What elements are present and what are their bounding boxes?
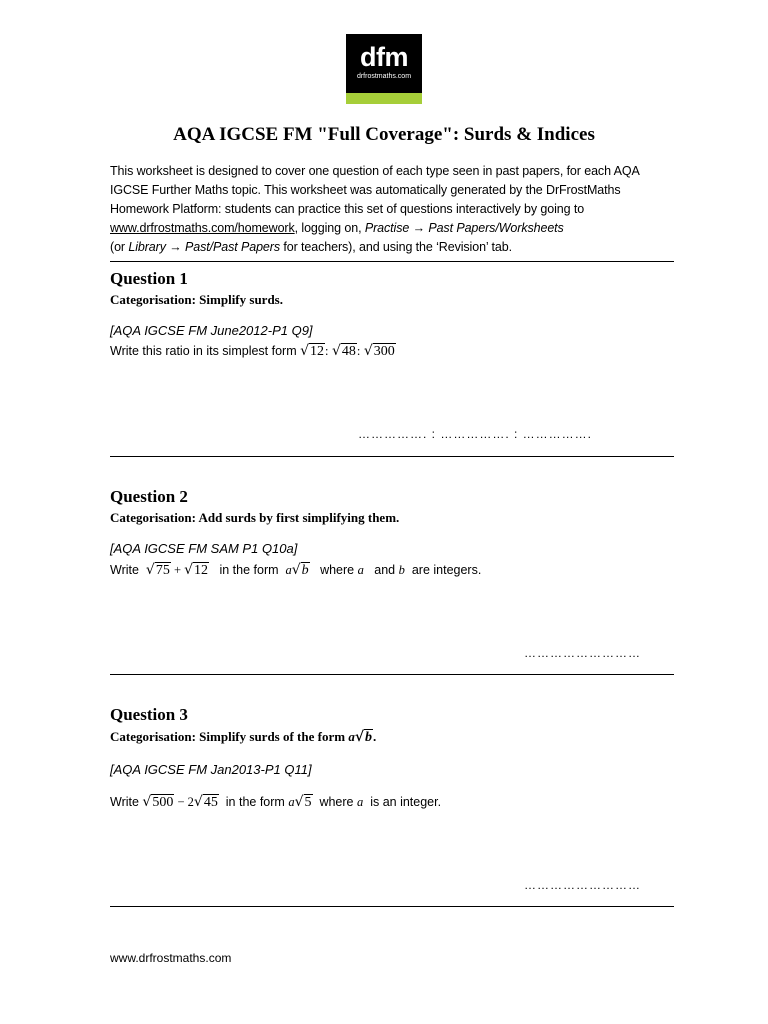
q3-answer-space[interactable]: ……………………… <box>524 878 641 892</box>
page-title: AQA IGCSE FM "Full Coverage": Surds & Indices <box>173 124 595 145</box>
q3-source: [AQA IGCSE FM Jan2013-P1 Q11] <box>110 762 312 777</box>
intro-text-1: This worksheet is designed to cover one question of each type seen in past papers, for each AQA IGCSE Further Maths topic. This worksheet was automatically generated by the DrFrostMaths Homework Platform: students can practice this set of questions interactively by going to <box>110 164 640 216</box>
logo-mark: dfm <box>360 42 408 72</box>
divider <box>110 674 674 675</box>
q2-sqrt-2: √12 <box>184 562 209 578</box>
intro-text-4: for teachers), and using the ‘Revision’ tab. <box>280 240 512 254</box>
q3-where: where <box>319 795 354 809</box>
q2-sqrt-1: √75 <box>145 562 170 578</box>
dfm-logo <box>346 34 422 104</box>
intro-library: Library → Past/Past Papers <box>128 240 280 254</box>
divider <box>110 906 674 907</box>
q2-sqrt-b: √b <box>291 562 309 578</box>
q3-var-a: a <box>288 795 295 809</box>
homework-link[interactable]: www.drfrostmaths.com/homework <box>110 221 295 235</box>
q1-sqrt-3: √300 <box>363 343 395 359</box>
q3-coef: 2 <box>187 795 194 809</box>
q1-sqrt-1: √12 <box>300 343 325 359</box>
logo-site: drfrostmaths.com <box>356 73 412 80</box>
q3-cat-a: a <box>348 729 355 744</box>
intro-practise: Practise → Past Papers/Worksheets <box>364 221 564 235</box>
q2-question: Write √75 + √12 in the form a√b where a and b are integers. <box>110 562 482 578</box>
q3-in-form: in the form <box>225 795 285 809</box>
intro-text-2: , logging on, <box>294 221 365 235</box>
q1-source: [AQA IGCSE FM June2012-P1 Q9] <box>110 323 313 338</box>
q1-category: Categorisation: Simplify surds. <box>110 292 283 307</box>
q2-var-b: b <box>398 563 405 577</box>
intro-text-3: (or <box>110 240 129 254</box>
q2-var-a: a <box>285 563 292 577</box>
q2-tail: are integers. <box>411 563 482 577</box>
q3-tail: is an integer. <box>370 795 442 809</box>
q2-and: and <box>374 563 396 577</box>
q2-write: Write <box>110 563 139 577</box>
q3-cat-sqrt: √b <box>354 729 373 745</box>
q3-question: Write √500 − 2√45 in the form a√5 where a is an integer. <box>110 794 442 810</box>
divider <box>110 456 674 457</box>
q3-write: Write <box>110 795 139 809</box>
q3-sqrt-1: √500 <box>142 794 174 810</box>
divider <box>110 261 674 262</box>
q2-var-a2: a <box>357 563 364 577</box>
q2-in-form: in the form <box>219 563 279 577</box>
q3-sqrt-3: √5 <box>294 794 312 810</box>
q2-where: where <box>320 563 355 577</box>
q2-title: Question 2 <box>110 487 188 506</box>
q1-title: Question 1 <box>110 269 188 288</box>
logo-band <box>346 93 422 104</box>
q2-source: [AQA IGCSE FM SAM P1 Q10a] <box>110 541 298 556</box>
q1-answer-space[interactable]: ……………. : ……………. : ……………. <box>358 427 593 441</box>
q3-sqrt-2: √45 <box>193 794 218 810</box>
footer-url[interactable]: www.drfrostmaths.com <box>110 951 232 965</box>
q2-answer-space[interactable]: ……………………… <box>524 646 641 660</box>
q3-category-text: Categorisation: Simplify surds of the form <box>110 729 346 744</box>
q1-question: Write this ratio in its simplest form √12: √48: √300 <box>110 343 395 359</box>
intro-paragraph <box>110 162 670 257</box>
q3-category: Categorisation: Simplify surds of the form a√b. <box>110 729 377 745</box>
q3-var-a2: a <box>356 795 364 809</box>
q2-category: Categorisation: Add surds by first simplifying them. <box>110 510 400 525</box>
q3-title: Question 3 <box>110 705 188 724</box>
q1-sqrt-2: √48 <box>331 343 356 359</box>
q1-text: Write this ratio in its simplest form <box>110 344 301 358</box>
